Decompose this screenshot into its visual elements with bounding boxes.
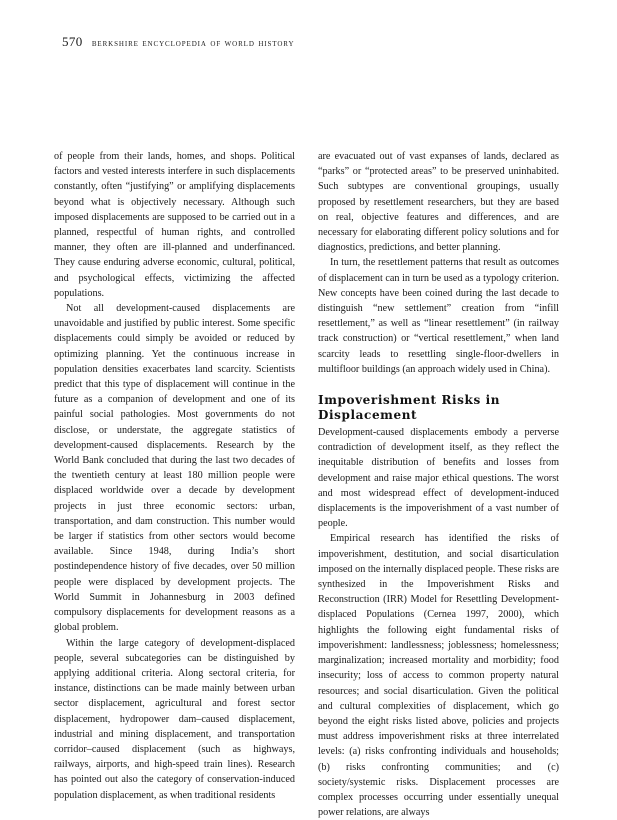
page-number: 570 xyxy=(62,34,83,49)
paragraph: Development-caused displacements embody a perverse contradiction of development itself, as they reflect the inequitable distribution of benefits and losses from development and raise major ethical questions. The worst and most widespread effect of development-induced displacements is the impoverishment of a vast number of people. xyxy=(318,427,559,530)
paragraph: Within the large category of development-displaced people, several subcategories can be distinguished by applying additional criteria. Along sectoral criteria, for instance, distinctions can be made mainly between urban sector displacement, agricultural and forest sector displacement, hydropower dam–caused displacement, industrial and mining displacement, and transportation corridor–caused displacement (such as highways, railways, airports, and high-speed train lines). Research has pointed out also the category of conservation-induced population displacement, as when traditional residents xyxy=(54,637,295,801)
paragraph: Not all development-caused displacements are unavoidable and justified by public interest. Some specific displacements could simply be avoided or reduced by optimizing planning. Yet the continuous increase in population densities exacerbates land scarcity. Scientists predict that this type of displacement will continue in the future as a companion of development and one of its painful social pathologies. Most governments do not disclose, or understate, the aggregate statistics of development-caused displacements. Research by the World Bank concluded that during the last two decades of the twentieth century at least 180 million people were displaced worldwide over a decade by development projects in just three economic sectors: urban, transportation, and dam construction. This number would be larger if statistics from other sectors would become available. Since 1948, during India’s short postindependence history of five decades, over 50 million people were displaced by development projects. The World Summit in Johannesburg in 2003 defined compulsory displacements for development reasons as a global problem. xyxy=(54,303,295,634)
right-column xyxy=(318,149,559,820)
paragraph: of people from their lands, homes, and shops. Political factors and vested interests interfere in such displacements constantly, often “justifying” or amplifying displacements beyond what is objectively necessary. Although such imposed displacements are supposed to be carried out in a planned, respectful of human rights, and controlled manner, they often are ill-planned and underfinanced. They cause enduring adverse economic, cultural, political, and psychological effects, victimizing the affected populations. xyxy=(54,151,295,299)
paragraph: are evacuated out of vast expanses of lands, declared as “parks” or “protected areas” to be preserved uninhabited. Such subtypes are conventional groupings, usually proposed by resettlement researchers, but they are based on real, objective features and differences, and are necessary for elaborating different policy solutions and for diagnostics, predictions, and better planning. xyxy=(318,151,559,254)
section-heading: Impoverishment Risks in Displacement xyxy=(318,393,501,423)
left-column xyxy=(54,149,295,803)
running-head xyxy=(62,34,294,50)
paragraph: In turn, the resettlement patterns that result as outcomes of displacement can in turn be used as a typology criterion. New concepts have been coined during the last decade to distinguish “new settlement” creation from “infill resettlement,” as well as “linear resettlement” (in railway track construction) or “vertical resettlement,” when land scarcity leads to resettling single-floor-dwellers in multifloor buildings (an approach widely used in China). xyxy=(318,257,559,375)
paragraph: Empirical research has identified the risks of impoverishment, destitution, and social disarticulation imposed on the internally displaced people. These risks are synthesized in the Impoverishment Risks and Reconstruction (IRR) Model for Resettling Development-displaced Populations (Cernea 1997, 2000), which highlights the following eight fundamental risks of impoverishment: landlessness; joblessness; homelessness; marginalization; increased mortality and morbidity; food insecurity; loss of access to common property natural resources; and social disarticulation. Given the political and cultural complexities of displacement, which go beyond the eight risks listed above, policies and projects must address impoverishment risks at three interrelated levels: (a) risks confronting individuals and households; (b) risks confronting communities; and (c) society/systemic risks. Displacement processes are complex processes occurring under essentially unequal power relations, are always xyxy=(318,533,559,819)
book-title: berkshire encyclopedia of world history xyxy=(91,38,295,49)
